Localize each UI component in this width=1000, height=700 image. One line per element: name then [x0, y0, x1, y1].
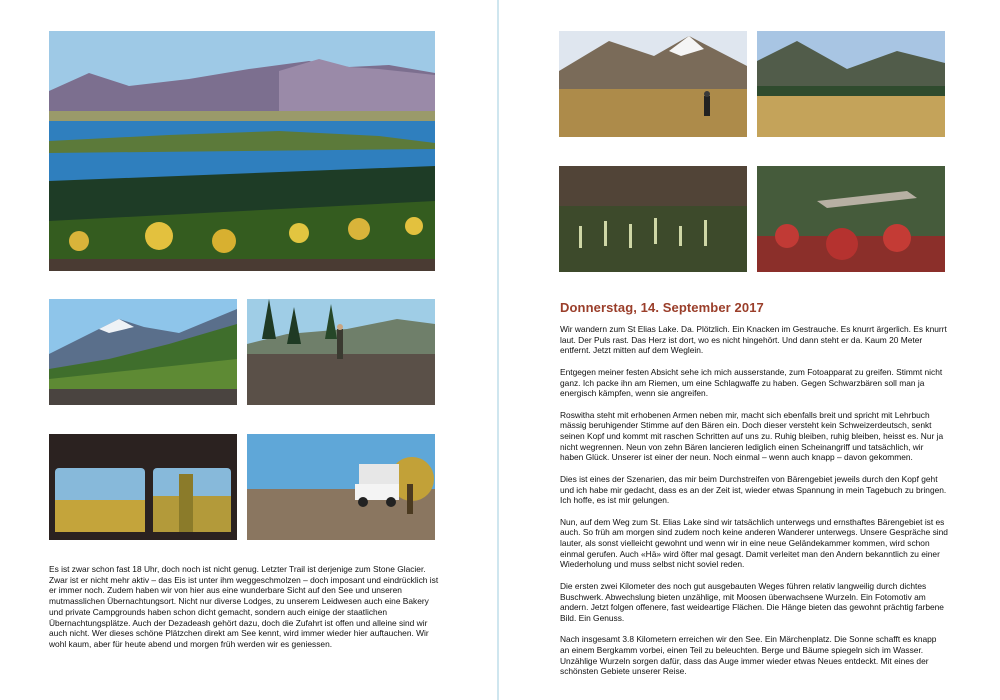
page-title: Donnerstag, 14. September 2017 [560, 300, 764, 315]
hiker-mountain-trail-photo [559, 31, 747, 137]
diary-paragraph-5: Nun, auf dem Weg zum St. Elias Lake sind wir tatsächlich unterwegs und ernsthaftes Bärengebiet ist es auch. So früh am morgen sind zudem noch keine anderen Wanderer unterwegs. Unsere Gespräche sind lauter, als sonst vielleicht gewohnt und wenn wir in eine neue Geländekammer kommen, wird schon einmal gerufen. Auch «Hä» wird öfter mal gesagt. Damit verleitet man den Andern bekanntlich zu einer Wiederholung und muss selbst nicht soviel reden. [560, 516, 948, 570]
left-page-text [49, 564, 441, 660]
diary-paragraph-7: Nach insgesamt 3.8 Kilometern erreichen wir den See. Ein Märchenplatz. Die Sonne schafft es knapp an einem Bergkamm vorbei, einen Teil zu beleuchten. Berge und Bäume spiegeln sich im Wasser. Unzählige Wurzeln sorgen dafür, dass das Auge immer wieder etwas Neues entdeckt. Mit eines der schönsten Gebiete unserer Reise. [560, 634, 937, 677]
mountain-valley-photo [49, 299, 237, 405]
fallen-tree-fireweed-photo [757, 166, 945, 272]
camper-window-view-photo [49, 434, 237, 540]
diary-paragraph-4: Dies ist eines der Szenarien, das mir beim Durchstreifen von Bärengebiet jeweils durch den Kopf geht und ich habe mir gedacht, dass es an der Zeit ist, wieder etwas Spannung in mein Tagebuch zu bringen. Ich hoffe, es ist mir gelungen. [560, 473, 947, 506]
rocky-trail-hiker-photo [247, 299, 435, 405]
right-page-text [560, 324, 948, 688]
diary-paragraph-3: Roswitha steht mit erhobenen Armen neben mir, macht sich ebenfalls breit und spricht mit Lehrbuch mässig beruhigender Stimme auf den Bären ein. Doch dieser versteht kein Schweizerdeutsch, senkt seinen Kopf und kommt mit raschen Schritten auf uns zu. Ruhig bleiben, ruhig bleiben, heisst es. Nur ja nicht wegrennen. Neun von zehn Bären lancieren lediglich einen Scheinangriff und tatsächlich, wir haben Glück. Unserer ist einer der neun. Noch einmal – wenn auch knapp – davon gekommen. [560, 409, 944, 463]
diary-paragraph-6: Die ersten zwei Kilometer des noch gut ausgebauten Weges führen relativ langweilig durch dichtes Buschwerk. Abwechslung bieten unzählige, mit Moosen überwachsene Wurzeln. Ein Fotomotiv am andern. Jetzt folgen offenere, fast weideartige Flächen. Die Hänge bieten das gewohnt prächtig farbene Bild. Ein Genuss. [560, 580, 944, 623]
autumn-meadow-forest-photo [757, 31, 945, 137]
moss-roots-closeup-photo [559, 166, 747, 272]
camper-truck-photo [247, 434, 435, 540]
diary-paragraph-2: Entgegen meiner festen Absicht sehe ich mich ausserstande, zum Fotoapparat zu greifen. Stimmt nicht ganz. Ich packe ihn am Riemen, um eine Schlagwaffe zu haben. Gegen Schwarzbären soll man ja energisch kämpfen, wenn sie angreifen. [560, 366, 943, 399]
lake-panorama-photo [49, 31, 435, 271]
diary-paragraph-1: Wir wandern zum St Elias Lake. Da. Plötzlich. Ein Knacken im Gestrauche. Es knurrt ärgerlich. Es knurrt laut. Der Puls rast. Das Herz ist dort, wo es nicht hingehört. Und dann steht er da. Kaum 20 Meter entfernt. Jetzt mitten auf dem Weglein. [560, 324, 947, 356]
left-paragraph: Es ist zwar schon fast 18 Uhr, doch noch ist nicht genug. Letzter Trail ist derjenige zum Stone Glacier. Zwar ist er nicht mehr aktiv – das Eis ist unter ihm weggeschmolzen – doch imposant und eindrücklich ist er immer noch. Zudem haben wir von hier aus eine wunderbare Sicht auf den See und unseren mutmasslichen Übernachtungsort. Nicht nur diverse Lodges, zu unserem Leidwesen auch eine Bakery und private Campgrounds haben schon dicht gemacht, sondern auch einige der staatlichen Übernachtungsplätze. Auch der Dezadeash gehört dazu, doch die Zufahrt ist offen und alleine sind wir auch nicht. Wer dieses schöne Plätzchen direkt am See kennt, wird immer wieder hier auftauchen. Wir wohl kaum, aber für heute abend und morgen früh werden wir es geniessen. [49, 564, 439, 649]
